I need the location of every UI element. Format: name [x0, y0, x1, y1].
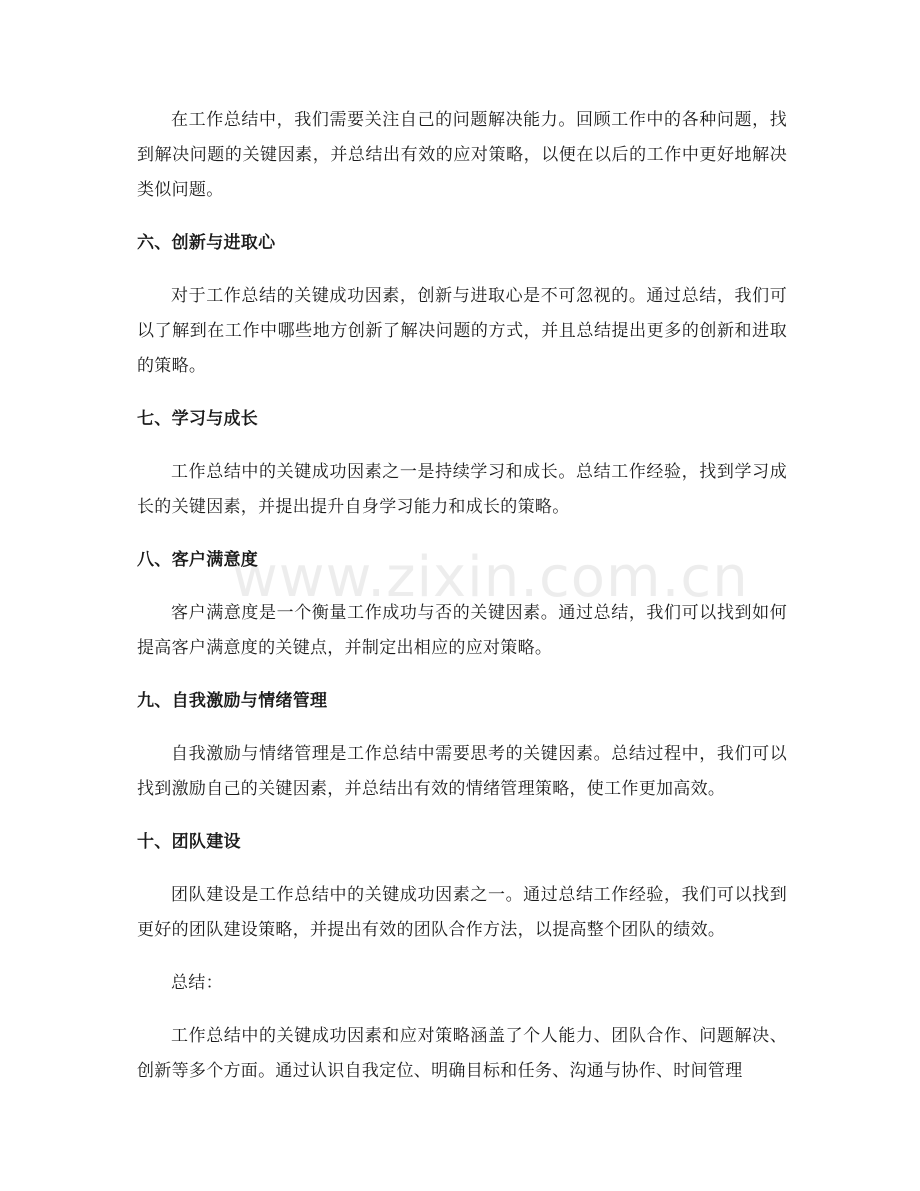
heading-team-building: 十、团队建设	[137, 832, 241, 852]
watermark: www.zixin.com.cn	[232, 545, 749, 610]
heading-learning: 七、学习与成长	[137, 409, 259, 429]
heading-innovation: 六、创新与进取心	[137, 233, 276, 253]
summary-label: 总结：	[171, 973, 223, 993]
paragraph-learning: 工作总结中的关键成功因素之一是持续学习和成长。总结工作经验，找到学习成长的关键因素，并提出提升自身学习能力和成长的策略。	[137, 462, 787, 517]
paragraph-customer-satisfaction: 客户满意度是一个衡量工作成功与否的关键因素。通过总结，我们可以找到如何提高客户满意度的关键点，并制定出相应的应对策略。	[137, 603, 787, 658]
paragraph-self-motivation: 自我激励与情绪管理是工作总结中需要思考的关键因素。总结过程中，我们可以找到激励自己的关键因素，并总结出有效的情绪管理策略，使工作更加高效。	[137, 744, 787, 799]
paragraph-team-building: 团队建设是工作总结中的关键成功因素之一。通过总结工作经验，我们可以找到更好的团队建设策略，并提出有效的团队合作方法，以提高整个团队的绩效。	[137, 885, 787, 940]
paragraph-innovation: 对于工作总结的关键成功因素，创新与进取心是不可忽视的。通过总结，我们可以了解到在工作中哪些地方创新了解决问题的方式，并且总结提出更多的创新和进取的策略。	[137, 286, 787, 376]
paragraph-summary: 工作总结中的关键成功因素和应对策略涵盖了个人能力、团队合作、问题解决、创新等多个方面。通过认识自我定位、明确目标和任务、沟通与协作、时间管理	[137, 1026, 787, 1081]
heading-customer-satisfaction: 八、客户满意度	[137, 550, 259, 570]
paragraph-problem-solving: 在工作总结中，我们需要关注自己的问题解决能力。回顾工作中的各种问题，找到解决问题的关键因素，并总结出有效的应对策略，以便在以后的工作中更好地解决类似问题。	[137, 110, 787, 200]
heading-self-motivation: 九、自我激励与情绪管理	[137, 691, 328, 711]
